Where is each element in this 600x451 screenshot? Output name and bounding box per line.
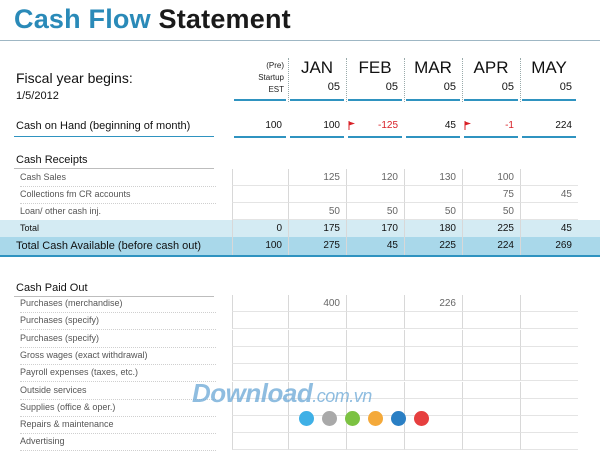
paid-out-row-cell[interactable]	[404, 399, 462, 416]
startup-header-line3: EST	[268, 85, 284, 94]
receipt-row-cell[interactable]: 120	[346, 169, 404, 186]
cash-on-hand-label-underline	[14, 136, 214, 137]
cash-on-hand-underline	[234, 136, 286, 138]
receipts-total-row-cell[interactable]: 0	[232, 220, 288, 237]
receipts-total-row-label: Total	[20, 223, 40, 233]
paid-out-row-cell[interactable]	[288, 347, 346, 364]
paid-out-row-cell[interactable]	[520, 382, 578, 399]
paid-out-row-cell[interactable]	[404, 382, 462, 399]
paid-out-row-cell[interactable]	[462, 399, 520, 416]
cash-on-hand-cell[interactable]: -125	[377, 120, 398, 131]
total-cash-available-underline	[0, 255, 600, 257]
cash-on-hand-cell[interactable]: 45	[444, 120, 456, 131]
paid-out-row-cell[interactable]	[232, 347, 288, 364]
cash-on-hand-underline	[464, 136, 518, 138]
receipt-row-cell[interactable]: 50	[462, 203, 520, 220]
month-header-jan	[288, 56, 346, 94]
column-separator	[346, 58, 347, 102]
paid-out-row-label: Purchases (specify)	[20, 312, 216, 330]
total-cash-available-row-label: Total Cash Available (before cash out)	[16, 240, 202, 252]
total-cash-available-row-cell[interactable]: 224	[462, 237, 520, 255]
watermark-main: Download	[192, 378, 313, 408]
paid-out-row-cell[interactable]	[404, 347, 462, 364]
paid-out-row-cell[interactable]	[404, 312, 462, 329]
paid-out-row-label: Outside services	[20, 382, 216, 400]
watermark-dot	[414, 411, 429, 426]
column-header-underline	[234, 99, 286, 101]
cash-on-hand-underline	[348, 136, 402, 138]
paid-out-row-cell[interactable]	[462, 433, 520, 450]
total-cash-available-row-cell[interactable]: 269	[520, 237, 578, 255]
paid-out-row-label: Purchases (specify)	[20, 330, 216, 348]
paid-out-row-cell[interactable]	[288, 433, 346, 450]
receipt-row-cell[interactable]	[232, 169, 288, 186]
paid-out-row-cell[interactable]	[520, 330, 578, 347]
paid-out-row-cell[interactable]	[232, 330, 288, 347]
receipt-row-label: Collections fm CR accounts	[20, 186, 216, 204]
cash-paid-out-heading: Cash Paid Out	[16, 282, 88, 294]
column-separator	[520, 58, 521, 102]
cash-on-hand-underline	[522, 136, 576, 138]
column-separator	[288, 58, 289, 102]
paid-out-row-cell[interactable]	[520, 347, 578, 364]
receipt-row-cell[interactable]: 130	[404, 169, 462, 186]
column-separator	[462, 58, 463, 102]
month-number: 05	[501, 81, 514, 93]
paid-out-row-cell[interactable]	[520, 364, 578, 381]
page-title-part2: Statement	[158, 4, 291, 34]
receipt-row	[0, 169, 600, 186]
month-name: FEB	[358, 58, 392, 77]
receipt-row-label: Loan/ other cash inj.	[20, 203, 216, 221]
receipt-row-cell[interactable]: 100	[462, 169, 520, 186]
paid-out-row-cell[interactable]	[462, 330, 520, 347]
paid-out-row-label: Payroll expenses (taxes, etc.)	[20, 364, 216, 382]
receipt-row-cell[interactable]: 50	[404, 203, 462, 220]
page-title-part1: Cash Flow	[14, 4, 151, 34]
month-name: MAY	[531, 58, 567, 77]
month-number: 05	[443, 81, 456, 93]
paid-out-row-cell[interactable]	[288, 330, 346, 347]
paid-out-row-cell[interactable]	[232, 416, 288, 433]
paid-out-row-cell[interactable]	[232, 312, 288, 329]
cash-on-hand-row	[0, 116, 600, 136]
watermark-dot	[299, 411, 314, 426]
paid-out-row-cell[interactable]	[520, 399, 578, 416]
column-header-underline	[522, 99, 576, 101]
month-header-apr	[462, 56, 520, 94]
receipt-row-cell[interactable]: 50	[346, 203, 404, 220]
paid-out-row-cell[interactable]	[346, 347, 404, 364]
paid-out-row-cell[interactable]	[404, 364, 462, 381]
month-header-may	[520, 56, 578, 94]
paid-out-row-cell[interactable]	[462, 347, 520, 364]
total-cash-available-row	[0, 237, 600, 255]
column-header-underline	[406, 99, 460, 101]
total-cash-available-row-cell[interactable]: 100	[232, 237, 288, 255]
paid-out-row	[0, 330, 600, 347]
month-header-feb	[346, 56, 404, 94]
month-name: JAN	[300, 58, 334, 77]
cash-receipts-heading: Cash Receipts	[16, 154, 88, 166]
paid-out-row-cell[interactable]	[404, 433, 462, 450]
receipt-row	[0, 186, 600, 203]
paid-out-row-cell[interactable]	[462, 382, 520, 399]
paid-out-row-cell[interactable]	[404, 416, 462, 433]
cash-on-hand-underline	[290, 136, 344, 138]
cash-on-hand-cell[interactable]: 100	[265, 120, 282, 131]
page-title	[14, 4, 291, 35]
receipt-row-cell[interactable]: 50	[288, 203, 346, 220]
paid-out-row-cell[interactable]	[346, 330, 404, 347]
paid-out-row-label: Advertising	[20, 433, 216, 451]
paid-out-row-cell[interactable]: 226	[404, 295, 462, 312]
month-header-mar	[404, 56, 462, 94]
paid-out-row-cell[interactable]	[520, 295, 578, 312]
receipt-row-cell[interactable]	[346, 186, 404, 203]
paid-out-row-cell[interactable]	[346, 312, 404, 329]
title-divider	[0, 40, 600, 41]
cash-on-hand-cell[interactable]: -1	[505, 120, 514, 131]
paid-out-row	[0, 433, 600, 450]
column-separator	[404, 58, 405, 102]
watermark-dot	[368, 411, 383, 426]
startup-header-line1: (Pre)	[266, 61, 284, 70]
month-name: MAR	[414, 58, 452, 77]
paid-out-row-cell[interactable]	[232, 295, 288, 312]
receipt-row-cell[interactable]	[232, 186, 288, 203]
paid-out-row-cell[interactable]	[462, 312, 520, 329]
month-number: 05	[327, 81, 340, 93]
month-name: APR	[473, 58, 509, 77]
receipt-row-cell[interactable]: 125	[288, 169, 346, 186]
receipts-total-row-cell[interactable]: 175	[288, 220, 346, 237]
column-header-underline	[464, 99, 518, 101]
download-watermark	[192, 378, 372, 409]
warning-flag-icon	[464, 121, 472, 130]
cash-on-hand-cell[interactable]: 224	[555, 120, 572, 131]
receipts-total-row	[0, 220, 600, 237]
column-header-underline	[348, 99, 402, 101]
paid-out-row-cell[interactable]	[346, 295, 404, 312]
paid-out-row-cell[interactable]	[520, 416, 578, 433]
watermark-suffix: .com.vn	[312, 386, 372, 406]
fiscal-year-label: Fiscal year begins:	[16, 70, 133, 86]
watermark-dot	[345, 411, 360, 426]
receipt-row-cell[interactable]: 45	[520, 186, 578, 203]
receipt-row-label: Cash Sales	[20, 169, 216, 187]
paid-out-row-cell[interactable]: 400	[288, 295, 346, 312]
receipt-row-cell[interactable]	[232, 203, 288, 220]
receipt-row-cell[interactable]	[520, 203, 578, 220]
month-number: 05	[559, 81, 572, 93]
watermark-dot	[391, 411, 406, 426]
receipts-total-row-cell[interactable]: 170	[346, 220, 404, 237]
total-cash-available-row-cell[interactable]: 275	[288, 237, 346, 255]
paid-out-row-cell[interactable]	[520, 312, 578, 329]
warning-flag-icon	[348, 121, 356, 130]
receipts-total-row-cell[interactable]: 45	[520, 220, 578, 237]
receipts-total-row-cell[interactable]: 225	[462, 220, 520, 237]
paid-out-row-label: Supplies (office & oper.)	[20, 399, 216, 417]
paid-out-row-cell[interactable]	[462, 295, 520, 312]
paid-out-row-cell[interactable]	[232, 433, 288, 450]
cash-on-hand-label: Cash on Hand (beginning of month)	[16, 120, 191, 132]
receipt-row-cell[interactable]	[404, 186, 462, 203]
receipt-row-cell[interactable]	[520, 169, 578, 186]
receipts-total-row-cell[interactable]: 180	[404, 220, 462, 237]
paid-out-row-cell[interactable]	[462, 416, 520, 433]
paid-out-row-cell[interactable]	[404, 330, 462, 347]
paid-out-row-label: Purchases (merchandise)	[20, 295, 216, 313]
cash-on-hand-underline	[406, 136, 460, 138]
paid-out-row-cell[interactable]	[288, 312, 346, 329]
paid-out-row-label: Repairs & maintenance	[20, 416, 216, 434]
receipt-row-cell[interactable]: 75	[462, 186, 520, 203]
total-cash-available-row-cell[interactable]: 45	[346, 237, 404, 255]
total-cash-available-row-cell[interactable]: 225	[404, 237, 462, 255]
fiscal-year-date-cell[interactable]: 1/5/2012	[16, 90, 59, 102]
paid-out-row-cell[interactable]	[462, 364, 520, 381]
receipt-row	[0, 203, 600, 220]
paid-out-row	[0, 347, 600, 364]
cash-on-hand-cell[interactable]: 100	[323, 120, 340, 131]
watermark-dot	[322, 411, 337, 426]
paid-out-row	[0, 295, 600, 312]
startup-header-line2: Startup	[258, 73, 284, 82]
paid-out-row-cell[interactable]	[520, 433, 578, 450]
paid-out-row-cell[interactable]	[346, 433, 404, 450]
column-header-underline	[290, 99, 344, 101]
month-number: 05	[385, 81, 398, 93]
paid-out-row-label: Gross wages (exact withdrawal)	[20, 347, 216, 365]
startup-column-header	[234, 60, 288, 96]
paid-out-row-cell[interactable]	[288, 416, 346, 433]
paid-out-row	[0, 312, 600, 329]
receipt-row-cell[interactable]	[288, 186, 346, 203]
